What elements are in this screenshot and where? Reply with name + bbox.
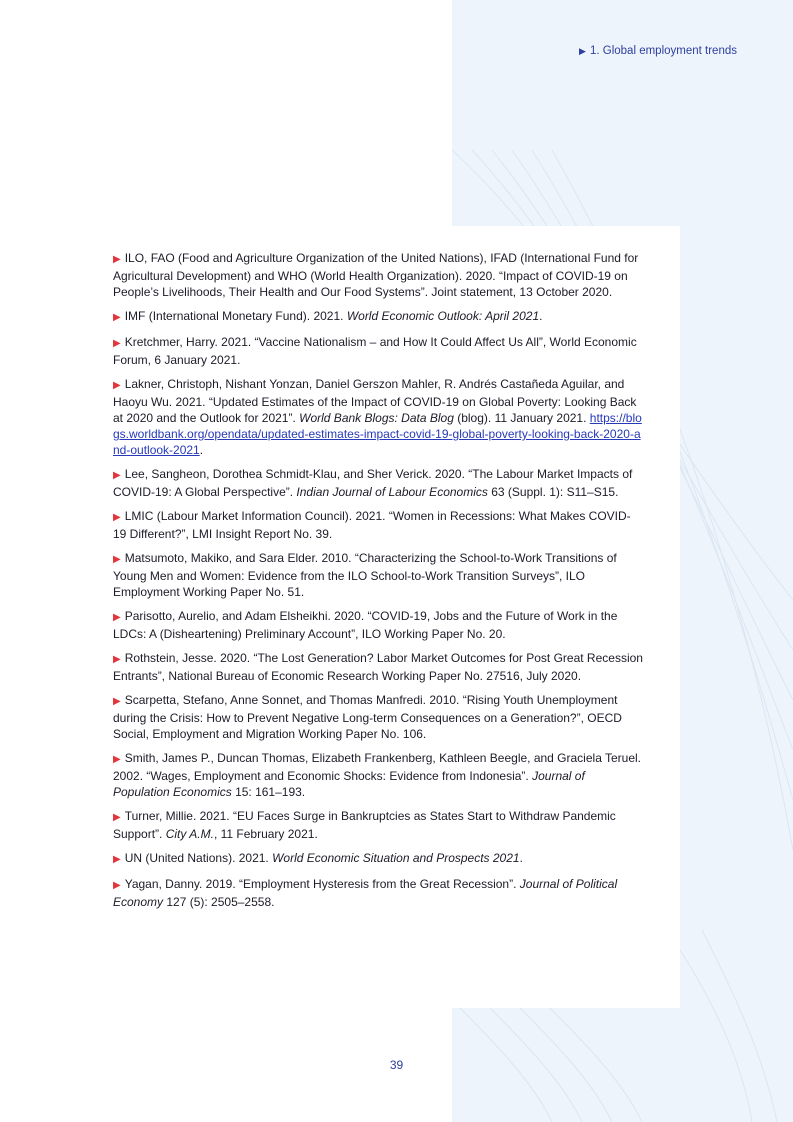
bullet-triangle-icon: ▶ xyxy=(113,696,121,707)
reference-text: UN (United Nations). 2021. xyxy=(124,851,273,865)
reference-text: (blog). 11 January 2021. xyxy=(453,411,590,425)
reference-item xyxy=(113,508,643,542)
reference-title-italic: World Economic Situation and Prospects 2021 xyxy=(272,851,520,865)
reference-text: Parisotto, Aurelio, and Adam Elsheikhi. 2020. “COVID-19, Jobs and the Future of Work in the LDCs: A (Disheartening) Preliminary Account”, ILO Working Paper No. 20. xyxy=(113,609,618,641)
bullet-triangle-icon: ▶ xyxy=(113,338,121,349)
reference-item xyxy=(113,250,643,300)
section-header[interactable] xyxy=(579,45,737,57)
reference-text: . xyxy=(539,309,543,323)
bullet-triangle-icon: ▶ xyxy=(113,754,121,765)
reference-item xyxy=(113,466,643,500)
reference-text: . xyxy=(519,851,523,865)
reference-text: , 11 February 2021. xyxy=(213,827,318,841)
reference-item xyxy=(113,850,643,868)
reference-item xyxy=(113,334,643,368)
reference-text: Smith, James P., Duncan Thomas, Elizabeth Frankenberg, Kathleen Beegle, and Graciela Teruel. 2002. “Wages, Employment and Economic Shocks: Evidence from Indonesia”. xyxy=(113,751,641,783)
reference-text: 15: 161–193. xyxy=(231,785,306,799)
reference-text: LMIC (Labour Market Information Council). 2021. “Women in Recessions: What Makes COVID-19 Different?”, LMI Insight Report No. 39. xyxy=(113,509,631,541)
bullet-triangle-icon: ▶ xyxy=(113,854,121,865)
reference-link[interactable]: https://blogs.worldbank.org/opendata/updated-estimates-impact-covid-19-global-poverty-looking-back-2020-and-outlook-2021 xyxy=(113,411,642,457)
reference-text: 63 (Suppl. 1): S11–S15. xyxy=(487,485,619,499)
triangle-right-icon: ▶ xyxy=(579,46,586,56)
bullet-triangle-icon: ▶ xyxy=(113,812,121,823)
reference-text: Yagan, Danny. 2019. “Employment Hysteresis from the Great Recession”. xyxy=(124,877,520,891)
section-title: 1. Global employment trends xyxy=(589,45,737,57)
reference-text: . xyxy=(199,443,204,457)
reference-list xyxy=(113,250,643,918)
bullet-triangle-icon: ▶ xyxy=(113,380,121,391)
bullet-triangle-icon: ▶ xyxy=(113,612,121,623)
reference-text: IMF (International Monetary Fund). 2021. xyxy=(124,309,347,323)
reference-item xyxy=(113,808,643,842)
reference-item xyxy=(113,308,643,326)
reference-text: Rothstein, Jesse. 2020. “The Lost Generation? Labor Market Outcomes for Post Great Recession Entrants”, National Bureau of Economic Research Working Paper No. 27516, July 2020. xyxy=(113,651,643,683)
reference-item xyxy=(113,376,643,458)
reference-item xyxy=(113,650,643,684)
bullet-triangle-icon: ▶ xyxy=(113,880,121,891)
reference-item xyxy=(113,608,643,642)
reference-text: Matsumoto, Makiko, and Sara Elder. 2010. “Characterizing the School-to-Work Transitions of Young Men and Women: Evidence from the ILO School-to-Work Transition Surveys”, ILO Employment Working Paper No. 51. xyxy=(113,551,617,599)
reference-item xyxy=(113,876,643,910)
bullet-triangle-icon: ▶ xyxy=(113,312,121,323)
reference-item xyxy=(113,550,643,600)
reference-title-italic: World Bank Blogs: Data Blog xyxy=(299,411,454,425)
reference-title-italic: Journal of Population Economics xyxy=(113,769,585,799)
reference-title-italic: City A.M. xyxy=(165,827,214,841)
reference-text: 127 (5): 2505–2558. xyxy=(163,895,275,909)
page-number: 39 xyxy=(389,1058,404,1072)
reference-title-italic: Indian Journal of Labour Economics xyxy=(296,485,488,499)
reference-text: ILO, FAO (Food and Agriculture Organization of the United Nations), IFAD (International Fund for Agricultural Development) and WHO (World Health Organization). 2020. “Impact of COVID-19 on People’s Livelihoods, Their Health and Our Food Systems”. Joint statement, 13 October 2020. xyxy=(113,251,639,299)
reference-title-italic: World Economic Outlook: April 2021 xyxy=(346,309,540,323)
reference-text: Scarpetta, Stefano, Anne Sonnet, and Thomas Manfredi. 2010. “Rising Youth Unemployment during the Crisis: How to Prevent Negative Long-term Consequences on a Generation?”, OECD Social, Employment and Migration Working Paper No. 106. xyxy=(113,693,622,741)
reference-text: Lee, Sangheon, Dorothea Schmidt-Klau, and Sher Verick. 2020. “The Labour Market Impacts of COVID-19: A Global Perspective”. xyxy=(113,467,633,499)
reference-title-italic: Journal of Political Economy xyxy=(113,877,618,909)
reference-text: Kretchmer, Harry. 2021. “Vaccine Nationalism – and How It Could Affect Us All”, World Economic Forum, 6 January 2021. xyxy=(113,335,637,367)
bullet-triangle-icon: ▶ xyxy=(113,512,121,523)
bullet-triangle-icon: ▶ xyxy=(113,470,121,481)
reference-item xyxy=(113,750,643,800)
bullet-triangle-icon: ▶ xyxy=(113,254,121,265)
reference-item xyxy=(113,692,643,742)
reference-text: Turner, Millie. 2021. “EU Faces Surge in Bankruptcies as States Start to Withdraw Pandemic Support”. xyxy=(113,809,616,841)
bullet-triangle-icon: ▶ xyxy=(113,554,121,565)
reference-text: Lakner, Christoph, Nishant Yonzan, Daniel Gerszon Mahler, R. Andrés Castañeda Aguilar, and Haoyu Wu. 2021. “Updated Estimates of the Impact of COVID-19 on Global Poverty: Looking Back at 2020 and the Outlook for 2021”. xyxy=(113,377,637,425)
bullet-triangle-icon: ▶ xyxy=(113,654,121,665)
